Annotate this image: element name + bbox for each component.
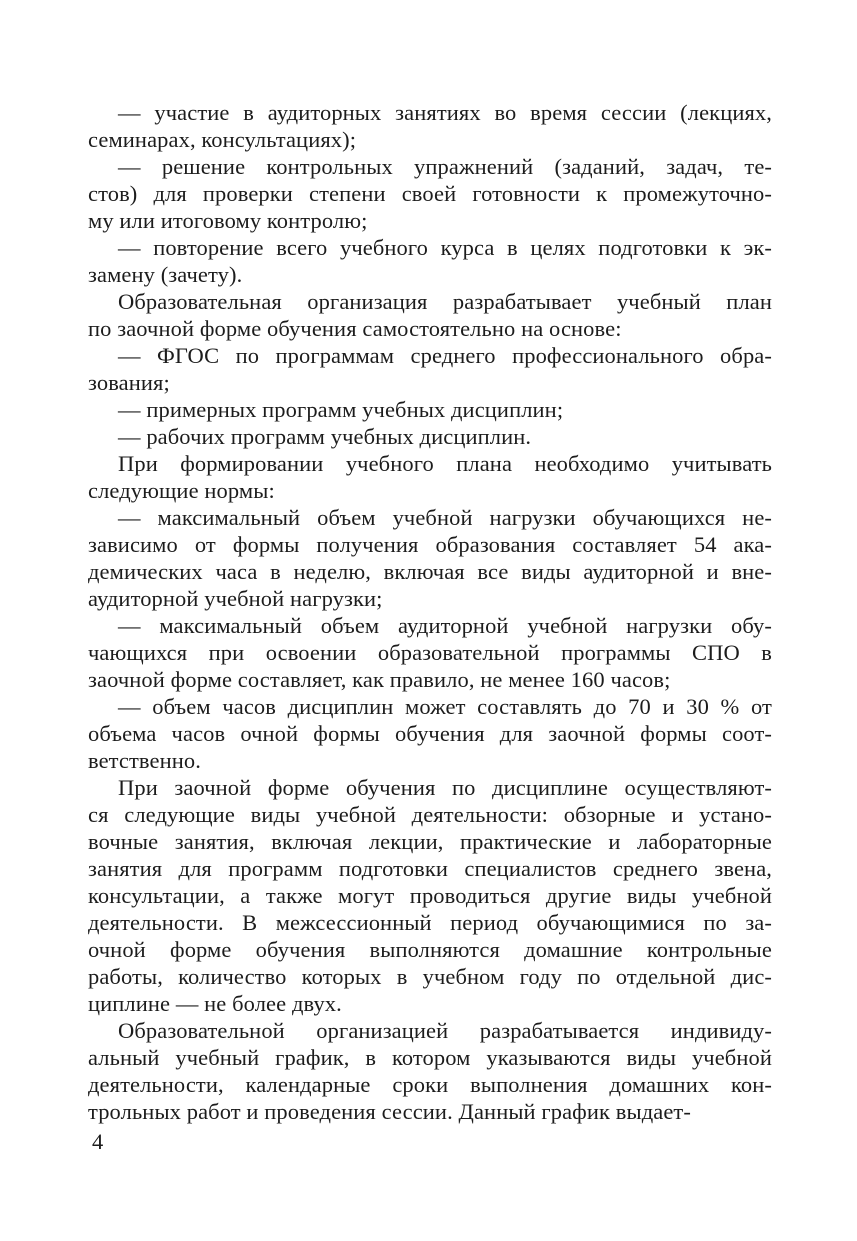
text-line: — максимальный объем аудиторной учебной нагрузки обу- [118, 613, 772, 638]
text-line: Образовательная организация разрабатывает учебный план [118, 289, 772, 314]
text-line: семинарах, консультациях); [88, 127, 357, 152]
text-line: — участие в аудиторных занятиях во время сессии (лекциях, [118, 100, 772, 125]
text-line: заочной форме составляет, как правило, не менее 160 часов; [88, 667, 671, 692]
text-line: ся следующие виды учебной деятельности: обзорные и устано- [88, 802, 772, 827]
text-line: по заочной форме обучения самостоятельно на основе: [88, 316, 622, 341]
text-line: объема часов очной формы обучения для заочной формы соот- [88, 721, 772, 746]
text-line: — примерных программ учебных дисциплин; [118, 397, 564, 422]
text-line: — решение контрольных упражнений (заданий, задач, те- [118, 154, 772, 179]
text-line: аудиторной учебной нагрузки; [88, 586, 383, 611]
text-line: Образовательной организацией разрабатывается индивиду- [118, 1018, 772, 1043]
text-line: циплине — не более двух. [88, 991, 342, 1016]
text-line: занятия для программ подготовки специалистов среднего звена, [88, 856, 772, 881]
text-line: — рабочих программ учебных дисциплин. [118, 424, 532, 449]
text-line: — максимальный объем учебной нагрузки обучающихся не- [118, 505, 772, 530]
text-line: зависимо от формы получения образования составляет 54 ака- [88, 532, 772, 557]
text-line: — объем часов дисциплин может составлять до 70 и 30 % от [118, 694, 772, 719]
text-line: деятельности. В межсессионный период обучающимися по за- [88, 910, 772, 935]
text-line: альный учебный график, в котором указываются виды учебной [88, 1045, 772, 1070]
text-line: При заочной форме обучения по дисциплине осуществляют- [118, 775, 772, 800]
text-line: зования; [88, 370, 170, 395]
text-line: консультации, а также могут проводиться другие виды учебной [88, 883, 772, 908]
text-line: деятельности, календарные сроки выполнения домашних кон- [88, 1072, 772, 1097]
page-number: 4 [92, 1129, 104, 1154]
text-line: чающихся при освоении образовательной программы СПО в [88, 640, 772, 665]
text-line: стов) для проверки степени своей готовности к промежуточно- [88, 181, 772, 206]
text-line: При формировании учебного плана необходимо учитывать [118, 451, 772, 476]
text-line: трольных работ и проведения сессии. Данный график выдает- [88, 1099, 691, 1124]
text-line: ветственно. [88, 748, 201, 773]
text-line: следующие нормы: [88, 478, 275, 503]
text-line: — ФГОС по программам среднего профессионального обра- [118, 343, 772, 368]
text-line: очной форме обучения выполняются домашние контрольные [88, 937, 772, 962]
text-line: работы, количество которых в учебном году по отдельной дис- [88, 964, 772, 989]
text-line: демических часа в неделю, включая все виды аудиторной и вне- [88, 559, 772, 584]
text-block [88, 99, 772, 1125]
text-line: вочные занятия, включая лекции, практические и лабораторные [88, 829, 772, 854]
text-line: му или итоговому контролю; [88, 208, 368, 233]
text-line: замену (зачету). [88, 262, 243, 287]
text-line: — повторение всего учебного курса в целях подготовки к эк- [118, 235, 772, 260]
